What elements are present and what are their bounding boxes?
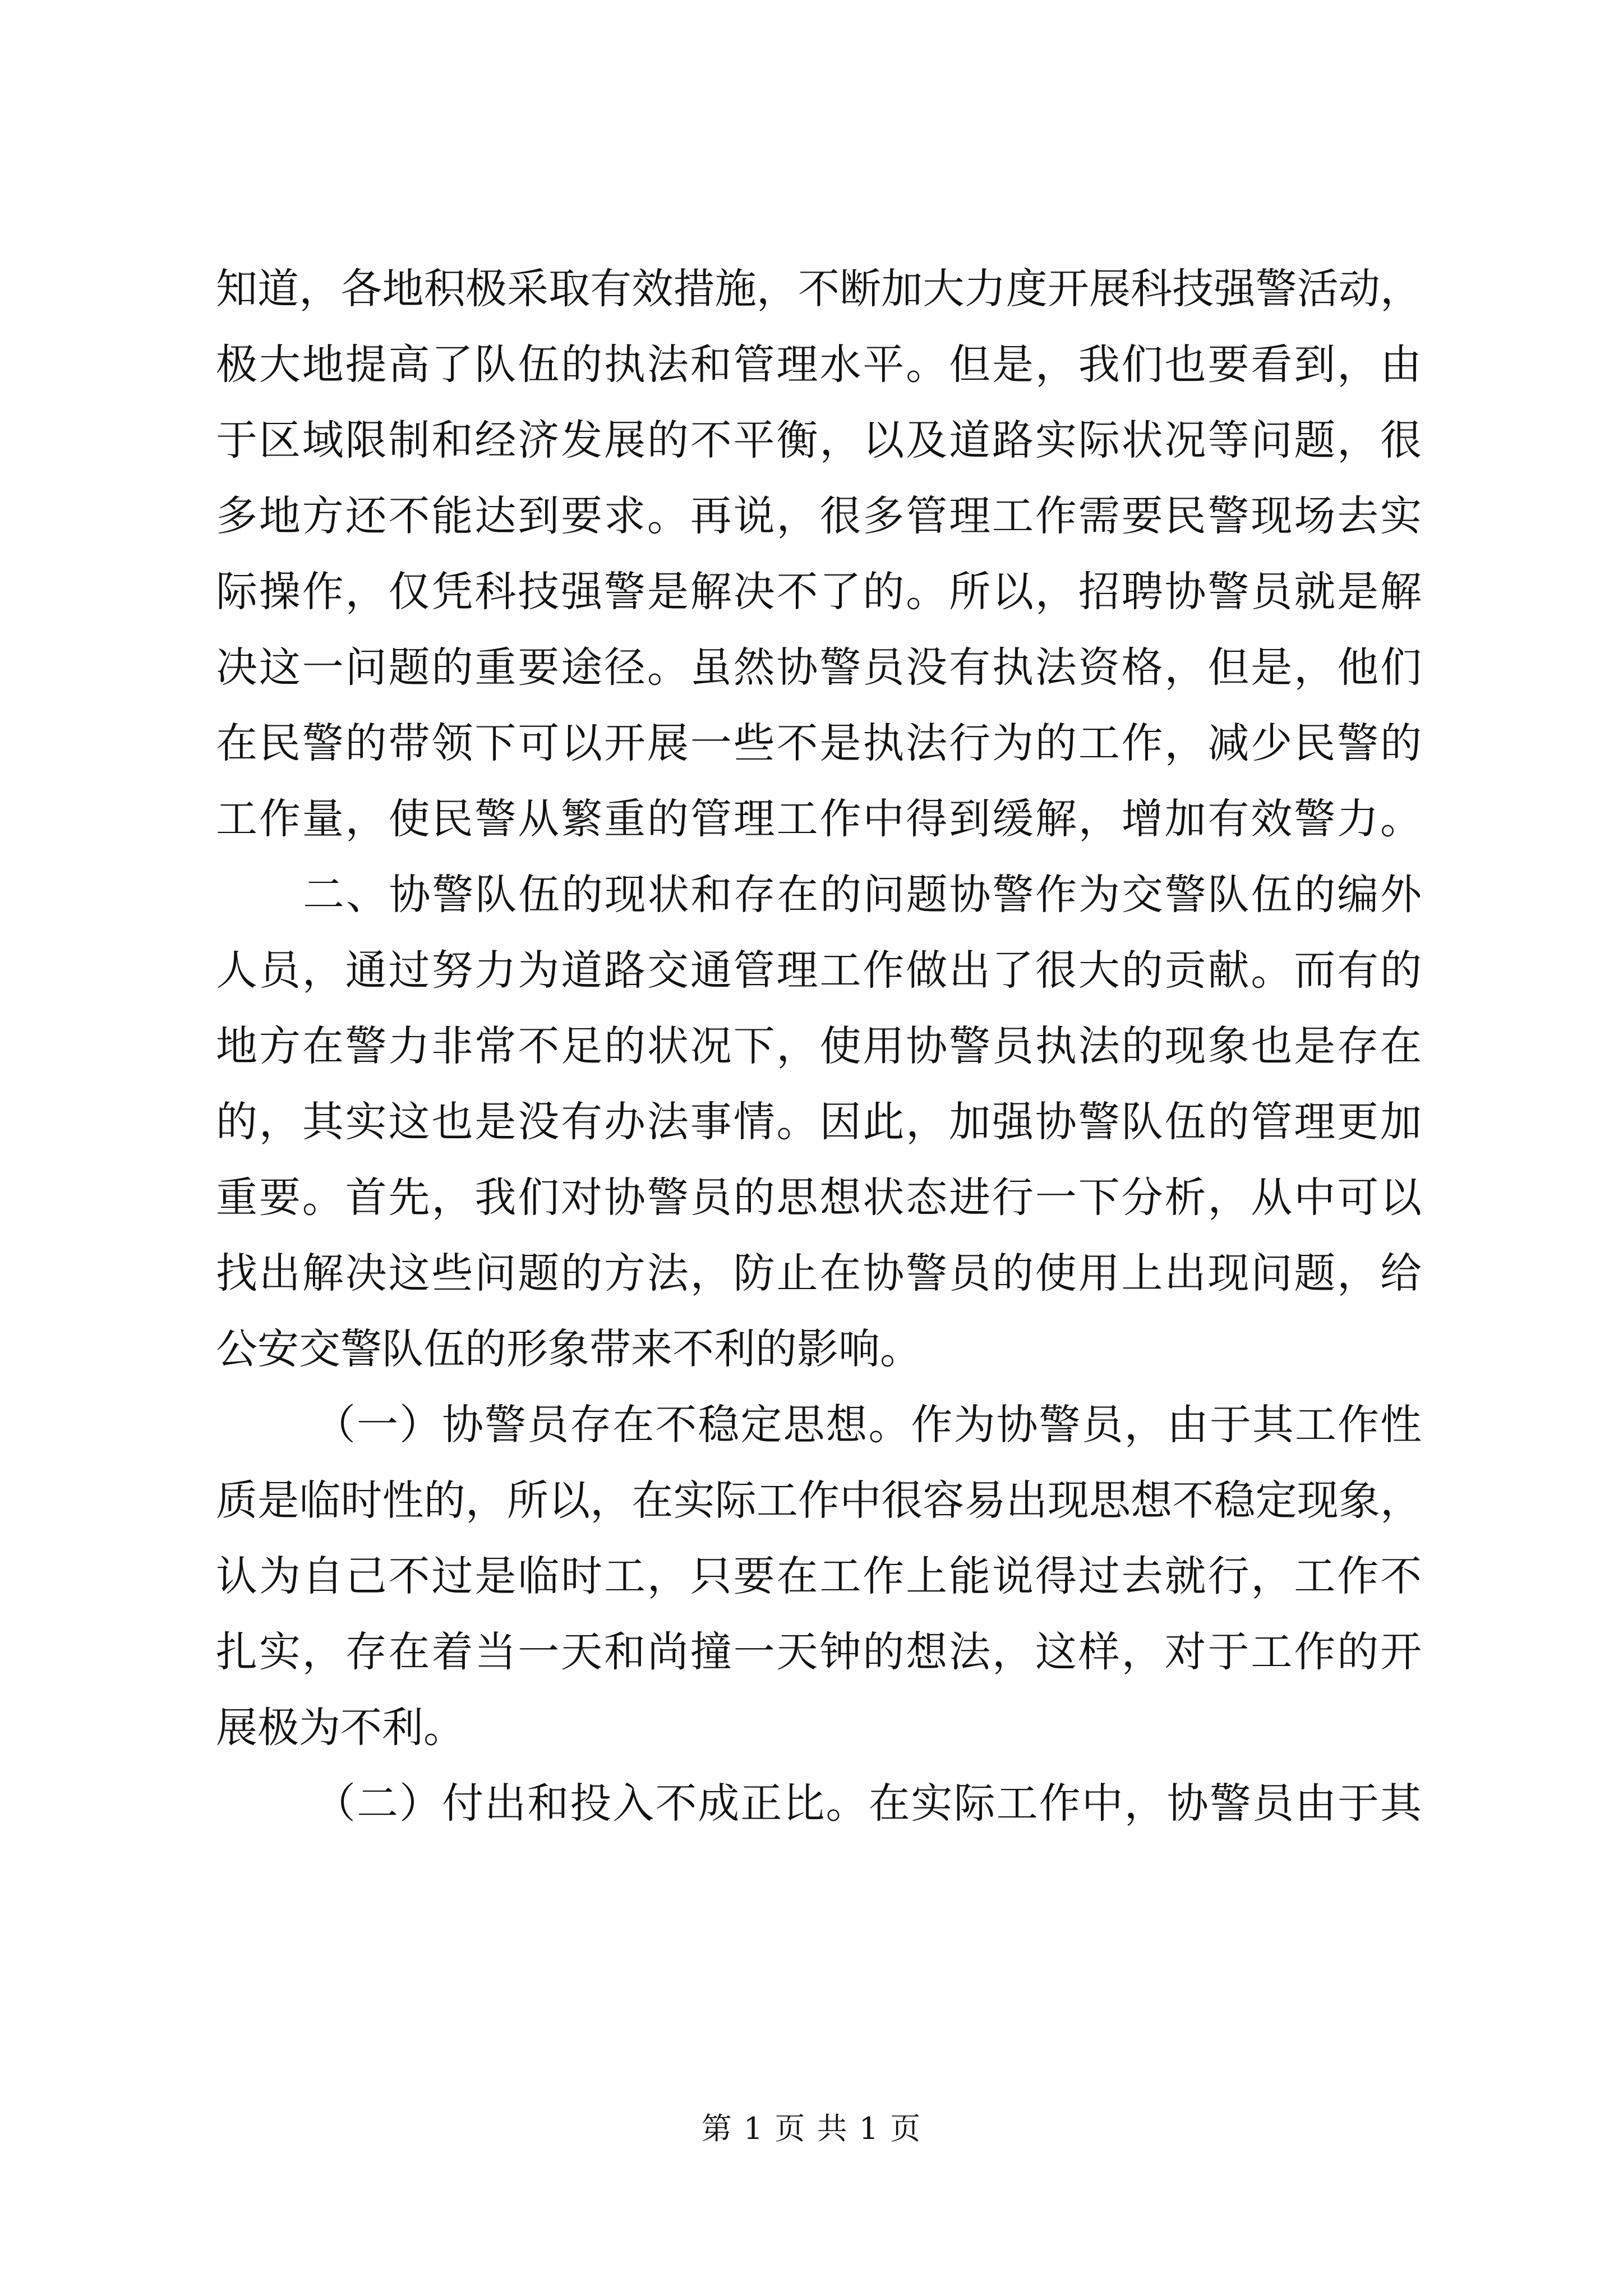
- text-line: 展极为不利。: [216, 1704, 465, 1752]
- text-line: （二）付出和投入不成正比。在实际工作中，协警员由于其: [314, 1779, 1422, 1828]
- text-line: 公安交警队伍的形象带来不利的影响。: [216, 1325, 921, 1373]
- text-line: 决这一问题的重要途径。虽然协警员没有执法资格，但是，他们: [216, 643, 1422, 692]
- page-footer: 第 1 页 共 1 页: [701, 2111, 922, 2146]
- text-line: 知道，各地积极采取有效措施，不断加大力度开展科技强警活动，: [216, 265, 1422, 313]
- text-line: 工作量，使民警从繁重的管理工作中得到缓解，增加有效警力。: [216, 795, 1422, 843]
- text-line: 质是临时性的，所以，在实际工作中很容易出现思想不稳定现象，: [216, 1476, 1422, 1525]
- text-line: 地方在警力非常不足的状况下，使用协警员执法的现象也是存在: [216, 1022, 1422, 1070]
- text-line: 于区域限制和经济发展的不平衡，以及道路实际状况等问题，很: [216, 416, 1422, 464]
- text-line: 在民警的带领下可以开展一些不是执法行为的工作，减少民警的: [216, 719, 1422, 767]
- text-line: 重要。首先，我们对协警员的思想状态进行一下分析，从中可以: [216, 1174, 1422, 1222]
- body-text: [216, 251, 1422, 1842]
- text-line: 找出解决这些问题的方法，防止在协警员的使用上出现问题，给: [216, 1249, 1422, 1297]
- text-line: 人员，通过努力为道路交通管理工作做出了很大的贡献。而有的: [216, 946, 1422, 995]
- text-line: 的，其实这也是没有办法事情。因此，加强协警队伍的管理更加: [216, 1098, 1422, 1146]
- text-line: 多地方还不能达到要求。再说，很多管理工作需要民警现场去实: [216, 492, 1422, 540]
- text-line: 二、协警队伍的现状和存在的问题协警作为交警队伍的编外: [303, 871, 1422, 919]
- text-line: 扎实，存在着当一天和尚撞一天钟的想法，这样，对于工作的开: [216, 1628, 1422, 1676]
- text-line: 认为自己不过是临时工，只要在工作上能说得过去就行，工作不: [216, 1552, 1422, 1600]
- text-line: 极大地提高了队伍的执法和管理水平。但是，我们也要看到，由: [216, 341, 1422, 389]
- text-line: 际操作，仅凭科技强警是解决不了的。所以，招聘协警员就是解: [216, 568, 1422, 616]
- text-line: （一）协警员存在不稳定思想。作为协警员，由于其工作性: [314, 1401, 1422, 1449]
